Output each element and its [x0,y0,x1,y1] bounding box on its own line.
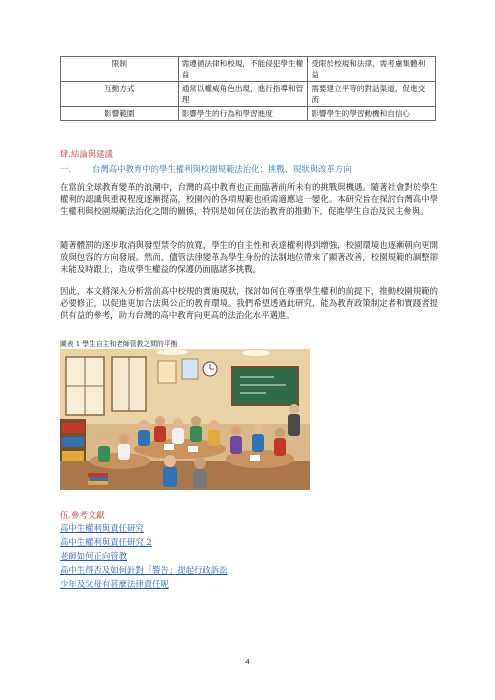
reference-list [60,521,228,591]
subsection-number: 一. [60,164,72,174]
page-number: 4 [245,657,250,666]
classroom-illustration [60,349,310,490]
table-cell: 需遵循法律和校規，不能侵犯學生權益 [178,57,308,82]
table-cell: 影響學生的學習動機和自信心 [308,107,436,121]
comparison-table [60,56,436,121]
table-row [61,107,436,121]
paragraph: 在當前全球教育變革的浪潮中，台灣的高中教育也正面臨著前所未有的挑戰與機遇。隨著社會對於學生權利的認識與重視程度逐漸提高，校園內的各項規範也亟需適應這一變化。本研究旨在探討台灣高中學生權利與校園規範法治化之間的關係，特別是如何在法治教育的推動下，促進學生自治及民主參與。 [60,182,438,217]
list-item [60,577,228,591]
table-cell: 通常以權威角色出現，進行指導和管理 [178,82,308,107]
paragraph: 因此，本文將深入分析當前高中校規的實施現狀，探討如何在尊重學生權利的前提下，推動校園規範的必要修正，以促進更加合法與公正的教育環境。我們希望透過此研究，能為教育政策制定者和實踐者提供有益的參考，助力台灣的高中教育向更高的法治化水平邁進。 [60,286,438,321]
list-item [60,563,228,577]
reference-link[interactable]: 高中生得否及如何針對「警告」提起行政訴訟 [60,565,228,575]
table-cell: 互動方式 [61,82,179,107]
table-row [61,57,436,82]
figure-caption: 圖表 1 學生自主和老師管教之間的平衡 [60,340,178,348]
reference-link[interactable]: 高中生權利與責任研究 [60,523,144,533]
subsection-heading [60,163,352,175]
reference-link[interactable]: 高中生權利與責任研究 2 [60,537,152,547]
table-cell: 限制 [61,57,179,82]
paragraph: 隨著體罰的逐步取消與發型禁令的放寬，學生的自主性和表達權利得到增強，校園環境也逐漸朝向更開放與包容的方向發展。然而，儘管法律變革為學生身份的法制地位帶來了顯著改善，校園規範的調整卻未能及時跟上，造成學生權益的保護仍面臨諸多挑戰。 [60,240,438,275]
reference-link[interactable]: 老師如何正向管教 [60,551,127,561]
table-cell: 需要建立平等的對話渠道，促進交流 [308,82,436,107]
section-heading-conclusion: 肆.結論與建議 [60,149,113,159]
table-row [61,82,436,107]
table-cell: 影響範圍 [61,107,179,121]
list-item [60,549,228,563]
subsection-title: 台灣高中教育中的學生權利與校園規範法治化：挑戰、現狀與改革方向 [92,164,352,174]
reference-link[interactable]: 少年及父母有甚麼法律責任呢 [60,579,169,589]
table-cell: 影響學生的行為和學習進度 [178,107,308,121]
list-item [60,521,228,535]
section-heading-references: 伍.參考文獻 [60,510,105,520]
table-cell: 受限於校規和法律，需考慮集體利益 [308,57,436,82]
list-item [60,535,228,549]
